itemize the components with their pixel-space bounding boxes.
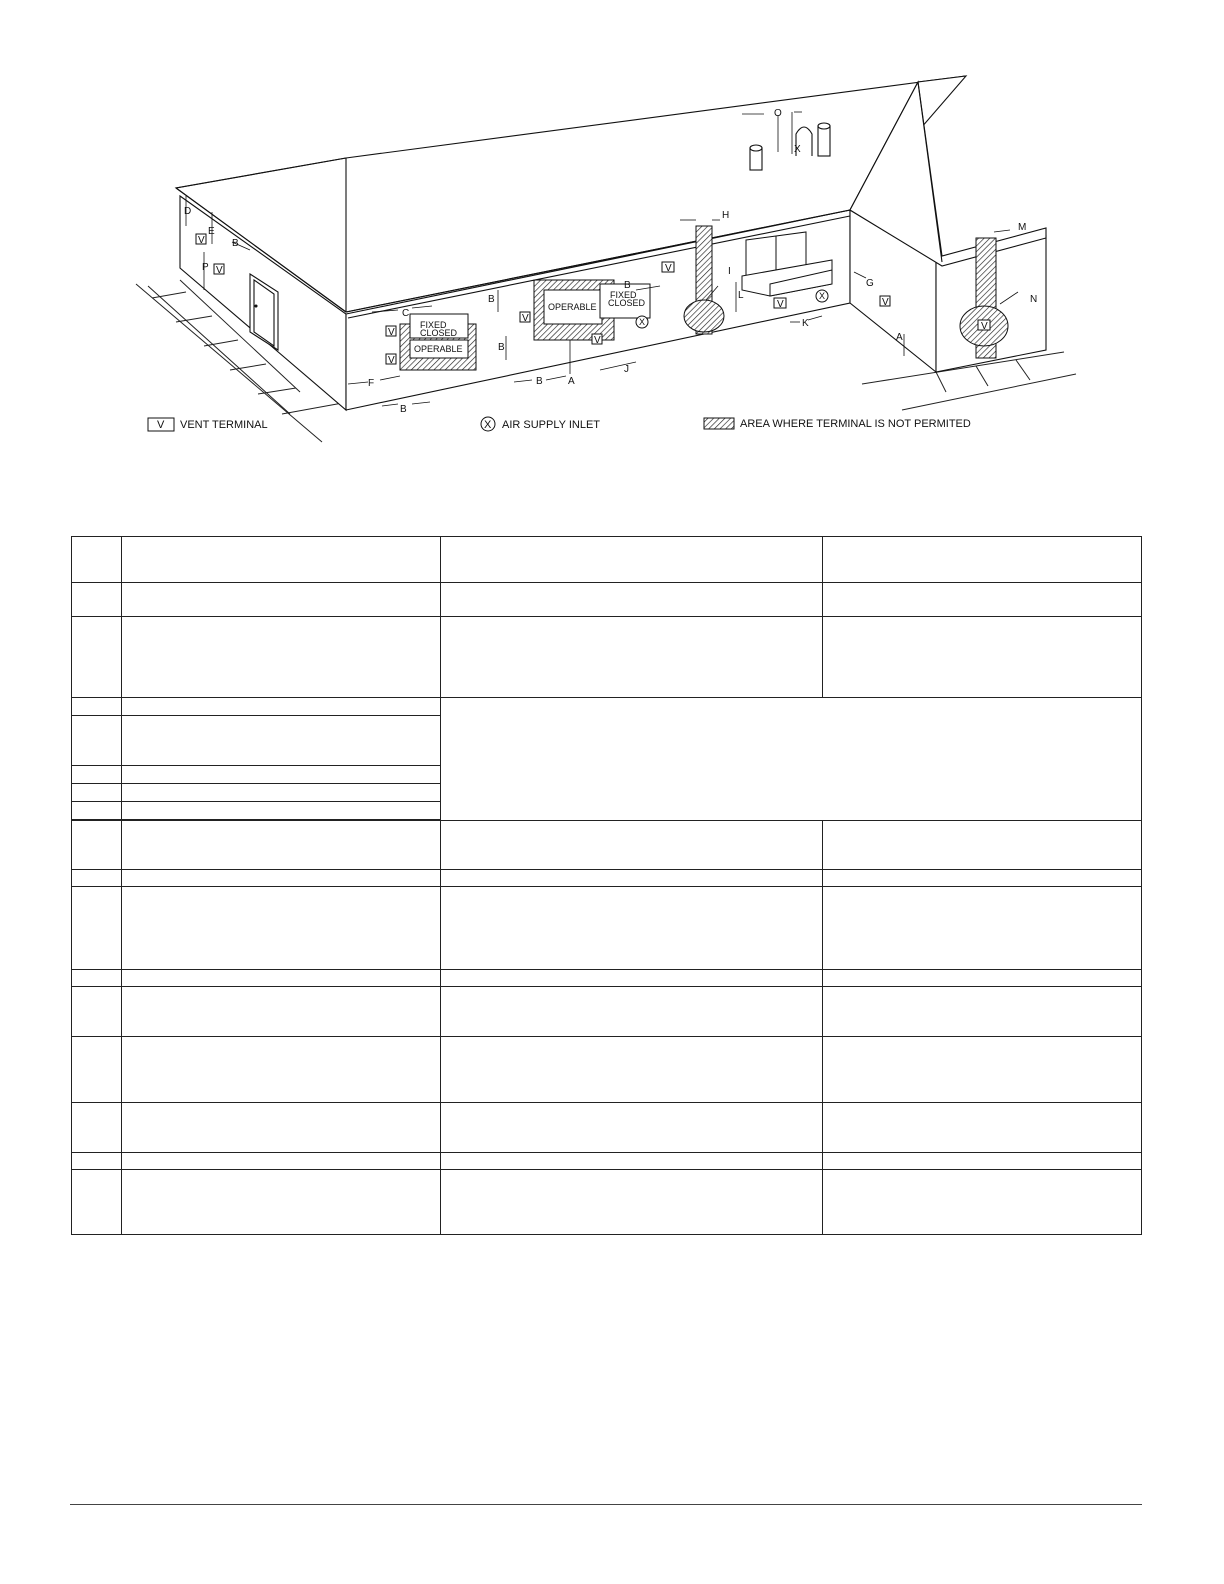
- table-row: [72, 1037, 1142, 1103]
- svg-text:V: V: [594, 335, 601, 346]
- table-row: [72, 987, 1142, 1037]
- svg-text:X: X: [819, 291, 826, 301]
- svg-text:FIXED: FIXED: [610, 290, 637, 300]
- svg-text:FIXED: FIXED: [420, 320, 447, 330]
- table-row: [72, 970, 1142, 987]
- svg-text:V: V: [777, 299, 784, 310]
- table-row: [72, 698, 1142, 716]
- svg-text:A: A: [568, 376, 575, 387]
- table-row: [72, 821, 1142, 870]
- svg-text:V: V: [882, 297, 889, 308]
- svg-text:CLOSED: CLOSED: [420, 328, 458, 338]
- vent-clearance-diagram: [0, 0, 1224, 460]
- svg-text:L: L: [738, 290, 744, 301]
- table-row: [72, 870, 1142, 887]
- svg-text:D: D: [184, 206, 192, 217]
- svg-text:VENT TERMINAL: VENT TERMINAL: [180, 419, 268, 431]
- svg-text:X: X: [639, 317, 646, 327]
- svg-text:V: V: [522, 313, 529, 324]
- svg-text:M: M: [1018, 222, 1027, 233]
- svg-text:V: V: [198, 235, 205, 246]
- svg-text:O: O: [774, 108, 782, 119]
- svg-text:V: V: [388, 355, 395, 366]
- svg-text:A: A: [896, 332, 903, 343]
- svg-text:P: P: [202, 262, 209, 273]
- svg-text:I: I: [728, 266, 731, 277]
- svg-text:V: V: [388, 327, 395, 338]
- merged-cell: [441, 698, 1142, 821]
- svg-text:B: B: [536, 376, 543, 387]
- svg-text:B: B: [232, 238, 239, 249]
- clearance-table: [71, 536, 1142, 1235]
- svg-text:B: B: [624, 280, 631, 291]
- table-row: [72, 887, 1142, 970]
- legend-air-supply-inlet: [481, 417, 600, 431]
- table-row: [72, 1153, 1142, 1170]
- svg-text:V: V: [665, 263, 672, 274]
- svg-text:V: V: [157, 419, 165, 431]
- svg-text:OPERABLE: OPERABLE: [548, 302, 597, 312]
- table-row: [72, 1170, 1142, 1235]
- svg-text:J: J: [624, 364, 629, 375]
- svg-text:CLOSED: CLOSED: [608, 298, 646, 308]
- svg-text:F: F: [368, 378, 375, 389]
- svg-text:AREA WHERE TERMINAL IS NOT PER: AREA WHERE TERMINAL IS NOT PERMITED: [740, 418, 971, 430]
- svg-text:H: H: [722, 210, 730, 221]
- footer-rule: [70, 1504, 1142, 1505]
- table-row: [72, 583, 1142, 617]
- svg-text:V: V: [216, 265, 223, 276]
- legend-not-permitted-area: [704, 418, 971, 430]
- svg-text:X: X: [484, 419, 492, 431]
- svg-text:E: E: [208, 226, 215, 237]
- svg-text:B: B: [498, 342, 505, 353]
- svg-text:V: V: [981, 321, 988, 332]
- svg-text:G: G: [866, 278, 874, 289]
- legend-vent-terminal: [148, 418, 268, 431]
- table-header-row: [72, 537, 1142, 583]
- svg-text:C: C: [402, 308, 410, 319]
- svg-text:K: K: [802, 318, 809, 329]
- svg-text:AIR SUPPLY INLET: AIR SUPPLY INLET: [502, 419, 601, 431]
- table-row: [72, 1103, 1142, 1153]
- table-row: [72, 617, 1142, 698]
- svg-text:N: N: [1030, 294, 1038, 305]
- svg-text:B: B: [488, 294, 495, 305]
- svg-text:OPERABLE: OPERABLE: [414, 344, 463, 354]
- svg-text:B: B: [400, 404, 407, 415]
- svg-text:X: X: [794, 144, 801, 155]
- legend: [148, 417, 971, 431]
